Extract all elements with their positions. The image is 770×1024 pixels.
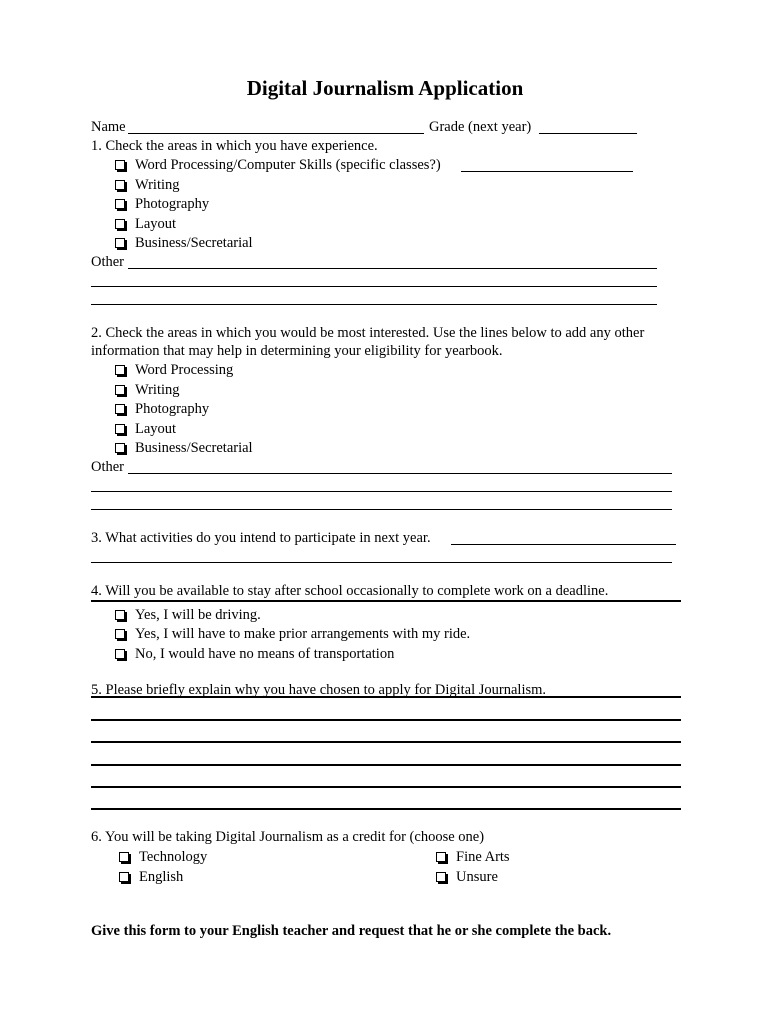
q6-question: 6. You will be taking Digital Journalism as a credit for (choose one): [91, 829, 485, 845]
q2-other-line-3[interactable]: [91, 509, 672, 510]
checkbox-icon[interactable]: [115, 610, 125, 620]
footer-instruction: Give this form to your English teacher and request that he or she complete the back.: [91, 923, 612, 939]
q2-option-layout[interactable]: Layout: [115, 420, 176, 438]
q1-option-layout[interactable]: Layout: [115, 215, 176, 233]
checkbox-icon[interactable]: [115, 649, 125, 659]
q6-option-technology[interactable]: Technology: [119, 848, 207, 866]
q3-answer-line-2[interactable]: [91, 562, 672, 563]
checkbox-icon[interactable]: [115, 385, 125, 395]
name-field[interactable]: [128, 133, 424, 134]
q1-other-line-3[interactable]: [91, 304, 657, 305]
checkbox-icon[interactable]: [115, 424, 125, 434]
name-label: Name: [91, 119, 126, 135]
checkbox-icon[interactable]: [115, 219, 125, 229]
q1-option-writing[interactable]: Writing: [115, 176, 180, 194]
grade-field[interactable]: [539, 133, 637, 134]
q4-rule: [91, 600, 681, 602]
q2-question-line2: information that may help in determining your eligibility for yearbook.: [91, 343, 503, 359]
q2-option-business[interactable]: Business/Secretarial: [115, 439, 253, 457]
checkbox-icon[interactable]: [115, 160, 125, 170]
q5-answer-line-6[interactable]: [91, 808, 681, 810]
q2-question-line1: 2. Check the areas in which you would be most interested. Use the lines below to add any other: [91, 325, 645, 341]
q4-question: 4. Will you be available to stay after school occasionally to complete work on a deadline.: [91, 583, 609, 599]
checkbox-icon[interactable]: [115, 199, 125, 209]
q2-option-word-processing[interactable]: Word Processing: [115, 361, 233, 379]
q5-question: 5. Please briefly explain why you have chosen to apply for Digital Journalism.: [91, 682, 547, 698]
checkbox-icon[interactable]: [119, 872, 129, 882]
q2-other-label: Other: [91, 459, 125, 475]
q6-option-english[interactable]: English: [119, 868, 183, 886]
q2-option-writing[interactable]: Writing: [115, 381, 180, 399]
q2-option-photography[interactable]: Photography: [115, 400, 209, 418]
q6-option-unsure[interactable]: Unsure: [436, 868, 498, 886]
q4-option-driving[interactable]: Yes, I will be driving.: [115, 606, 261, 624]
q5-answer-line-4[interactable]: [91, 764, 681, 766]
page-title: Digital Journalism Application: [246, 76, 524, 100]
checkbox-icon[interactable]: [115, 180, 125, 190]
grade-label: Grade (next year): [429, 119, 532, 135]
checkbox-icon[interactable]: [436, 852, 446, 862]
q2-other-line-1[interactable]: [128, 473, 672, 474]
q5-answer-line-3[interactable]: [91, 741, 681, 743]
q3-answer-line-1[interactable]: [451, 544, 676, 545]
q5-answer-line-2[interactable]: [91, 719, 681, 721]
checkbox-icon[interactable]: [115, 443, 125, 453]
checkbox-icon[interactable]: [115, 365, 125, 375]
checkbox-icon[interactable]: [115, 629, 125, 639]
checkbox-icon[interactable]: [119, 852, 129, 862]
q1-option-word-processing[interactable]: Word Processing/Computer Skills (specific classes?): [115, 156, 441, 174]
q1-other-label: Other: [91, 254, 125, 270]
checkbox-icon[interactable]: [115, 404, 125, 414]
q1-option-photography[interactable]: Photography: [115, 195, 209, 213]
q1-classes-field[interactable]: [461, 171, 633, 172]
q6-option-fine-arts[interactable]: Fine Arts: [436, 848, 510, 866]
checkbox-icon[interactable]: [436, 872, 446, 882]
q5-answer-line-5[interactable]: [91, 786, 681, 788]
q3-question: 3. What activities do you intend to participate in next year.: [91, 530, 431, 546]
q2-other-line-2[interactable]: [91, 491, 672, 492]
q1-option-business[interactable]: Business/Secretarial: [115, 234, 253, 252]
q1-question: 1. Check the areas in which you have experience.: [91, 138, 378, 154]
q1-other-line-1[interactable]: [128, 268, 657, 269]
q5-answer-line-1[interactable]: [91, 696, 681, 698]
checkbox-icon[interactable]: [115, 238, 125, 248]
q4-option-no-transport[interactable]: No, I would have no means of transportation: [115, 645, 394, 663]
q4-option-arrangements[interactable]: Yes, I will have to make prior arrangements with my ride.: [115, 625, 470, 643]
q1-other-line-2[interactable]: [91, 286, 657, 287]
